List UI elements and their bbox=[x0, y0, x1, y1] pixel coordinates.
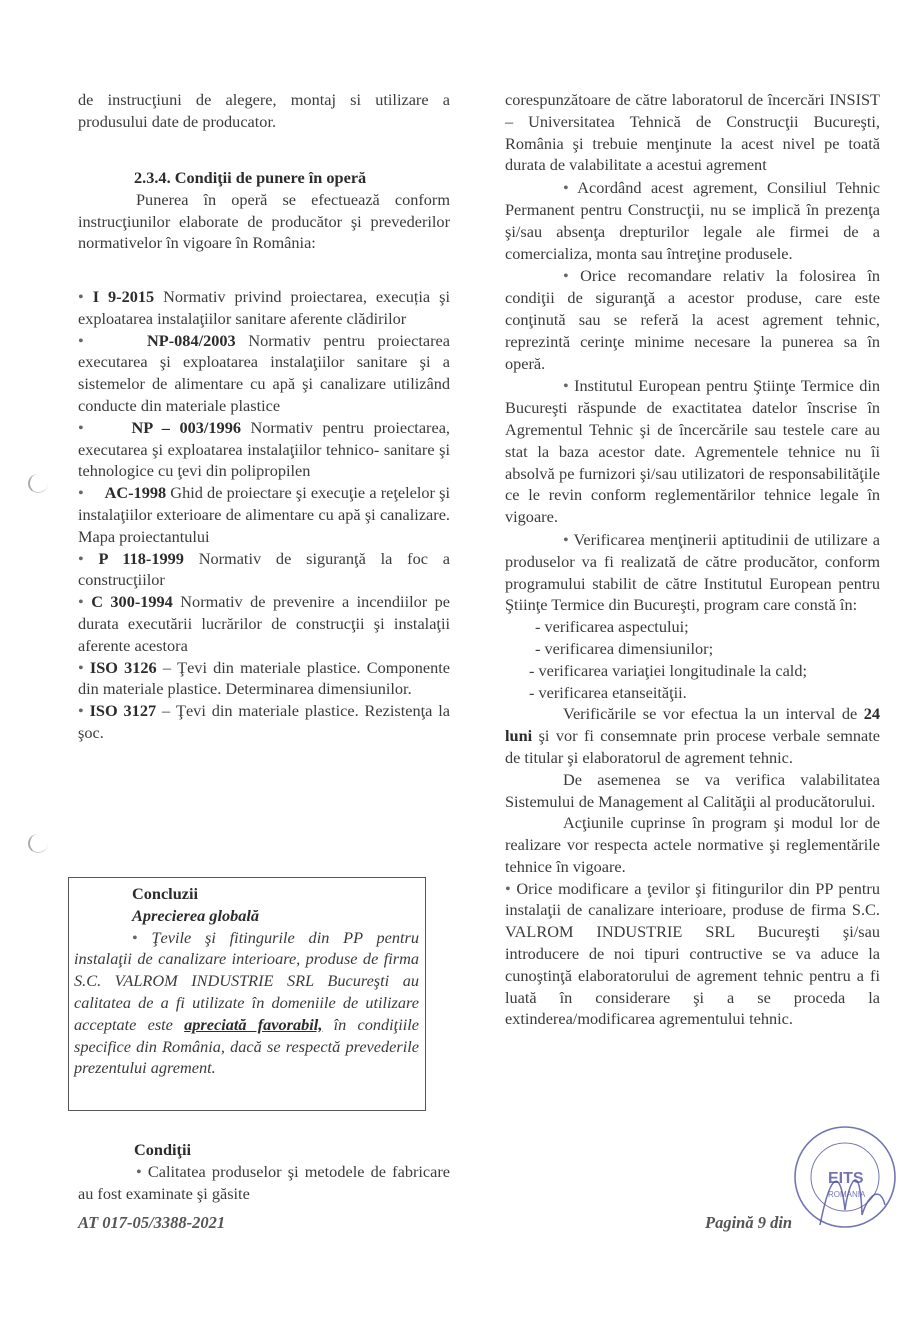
check-item: - verificarea variaţiei longitudinale la cald; bbox=[529, 660, 807, 680]
check-item: - verificarea dimensiunilor; bbox=[535, 638, 714, 658]
punch-hole-mark bbox=[28, 474, 48, 493]
section-2-3-4 bbox=[78, 167, 450, 254]
stamp-seal-icon bbox=[790, 1115, 900, 1245]
norm-item: • NP – 003/1996 Normativ pentru proiectarea, executarea şi exploatarea instalaţiilor tehnico- sanitare şi tehnologice cu ţevi din polipropilen bbox=[78, 417, 450, 481]
conclusions-title: Concluzii bbox=[132, 884, 199, 903]
conditions-section bbox=[78, 1139, 450, 1204]
section-text: Punerea în operă se efectuează conform instrucţiunilor elaborate de producător şi prevederilor normativelor în vigoare în România: bbox=[78, 189, 450, 253]
paragraph: • Institutul European pentru Ştiinţe Termice din Bucureşti răspunde de exactitatea datelor înscrise în Agrementul Tehnic şi de încercările sau testele care au stat la baza acestor date. Agrementele tehnice nu îi absolvă pe furnizori şi/sau utilizatori de responsabilităţile ce le revin conform reglementărilor tehnice legale în vigoare. bbox=[505, 376, 880, 527]
norm-item: • NP-084/2003 Normativ pentru proiectarea executarea şi exploatarea instalaţiilor sanitare şi a sistemelor de alimentare cu apă şi canalizare utilizând conducte din materiale plastice bbox=[78, 330, 450, 415]
conclusions-box bbox=[68, 877, 426, 1111]
paragraph: • Verificarea menţinerii aptitudinii de utilizare a produselor va fi realizată de către producător, conform programului stabilit de către Institutul European pentru Ştiinţe Termice din Bucureşti, program care constă în: bbox=[505, 529, 880, 615]
svg-text:EITS: EITS bbox=[828, 1170, 864, 1187]
check-item: - verificarea etanseităţii. bbox=[529, 682, 687, 702]
right-column bbox=[505, 89, 880, 1030]
intro-paragraph: de instrucţiuni de alegere, montaj si utilizare a produsului date de producator. bbox=[78, 90, 450, 131]
paragraph: Verificările se vor efectua la un interval de 24 luni şi vor fi consemnate prin procese verbale semnate de titular şi elaboratorul de agrement tehnic. bbox=[505, 704, 880, 767]
svg-text:ROMANIA: ROMANIA bbox=[828, 1190, 866, 1199]
norm-item: • ISO 3127 – Ţevi din materiale plastice. Rezistenţa la şoc. bbox=[78, 701, 450, 742]
institution-stamp bbox=[790, 1115, 900, 1245]
section-heading: 2.3.4. Condiţii de punere în operă bbox=[134, 168, 367, 187]
check-item: - verificarea aspectului; bbox=[535, 617, 689, 637]
norm-item: • P 118-1999 Normativ de siguranţă la foc a construcţiilor bbox=[78, 548, 451, 590]
norm-item: • ISO 3126 – Ţevi din materiale plastice. Componente din materiale plastice. Determinarea dimensiunilor. bbox=[78, 657, 450, 699]
norm-item: • C 300-1994 Normativ de prevenire a incendiilor pe durata executării lucrărilor de construcţii şi instalaţii aferente acestora bbox=[78, 592, 451, 655]
punch-hole-mark bbox=[28, 834, 48, 853]
conditions-title: Condiţii bbox=[134, 1140, 192, 1159]
paragraph: • Acordând acest agrement, Consiliul Tehnic Permanent pentru Construcţii, nu se implică în prezenţa şi/sau absenţa drepturilor legale ale firmei de a comercializa, monta sau întreţine produsele. bbox=[505, 178, 881, 263]
norm-item: • I 9-2015 Normativ privind proiectarea, execuția şi exploatarea instalaţiilor sanitare aferente clădirilor bbox=[78, 287, 451, 328]
conclusions-text: • Ţevile şi fitingurile din PP pentru instalaţii de canalizare interioare, produse de firma S.C. VALROM INDUSTRIE SRL Bucureşti au calitatea de a fi utilizate în domeniile de utilizare acceptate este apreciată favorabil, în condiţiile specifice din România, dacă se respectă prevederile prezentului agrement. bbox=[74, 927, 419, 1078]
favorable-assessment: apreciată favorabil, bbox=[184, 1014, 323, 1034]
conditions-text: • Calitatea produselor şi metodele de fabricare au fost examinate şi găsite bbox=[78, 1161, 451, 1203]
paragraph: Acţiunile cuprinse în program şi modul lor de realizare vor respecta actele normative şi reglementările tehnice în vigoare. bbox=[505, 813, 880, 876]
norm-item: • AC-1998 Ghid de proiectare şi execuţie a reţelelor şi instalaţiilor exterioare de alimentare cu apă şi canalizare. Mapa proiectantului bbox=[78, 483, 451, 546]
paragraph: • Orice recomandare relativ la folosirea în condiţii de siguranţă a acestor produse, care este conţinută sau se referă la acest agrement tehnic, reprezintă cerinţe minime necesare la punerea sa în operă. bbox=[505, 266, 880, 373]
paragraph: De asemenea se va verifica valabilitatea Sistemului de Management al Calităţii al producătorului. bbox=[505, 769, 880, 811]
conclusions-subtitle: Aprecierea globală bbox=[132, 905, 260, 925]
paragraph: • Orice modificare a ţevilor şi fitingurilor din PP pentru instalaţii de canalizare interioare, produse de firma S.C. VALROM INDUSTRIE SRL Bucureşti şi/sau introducere de noi tipuri contructive se va aduce la cunoştinţă elaboratorului de agrement tehnic pentru a fi luată în considerare şi a se proceda la extinderea/modificarea agrementului tehnic. bbox=[505, 878, 880, 1029]
page-number: Pagină 9 din bbox=[705, 1213, 793, 1232]
paragraph: corespunzătoare de către laboratorul de încercări INSIST – Universitatea Tehnică de Construcţii Bucureşti, România şi trebuie menţinute la acest nivel pe toată durata de valabilitate a acestui agrement bbox=[505, 90, 880, 175]
norms-list bbox=[78, 286, 450, 744]
document-id: AT 017-05/3388-2021 bbox=[78, 1213, 226, 1232]
